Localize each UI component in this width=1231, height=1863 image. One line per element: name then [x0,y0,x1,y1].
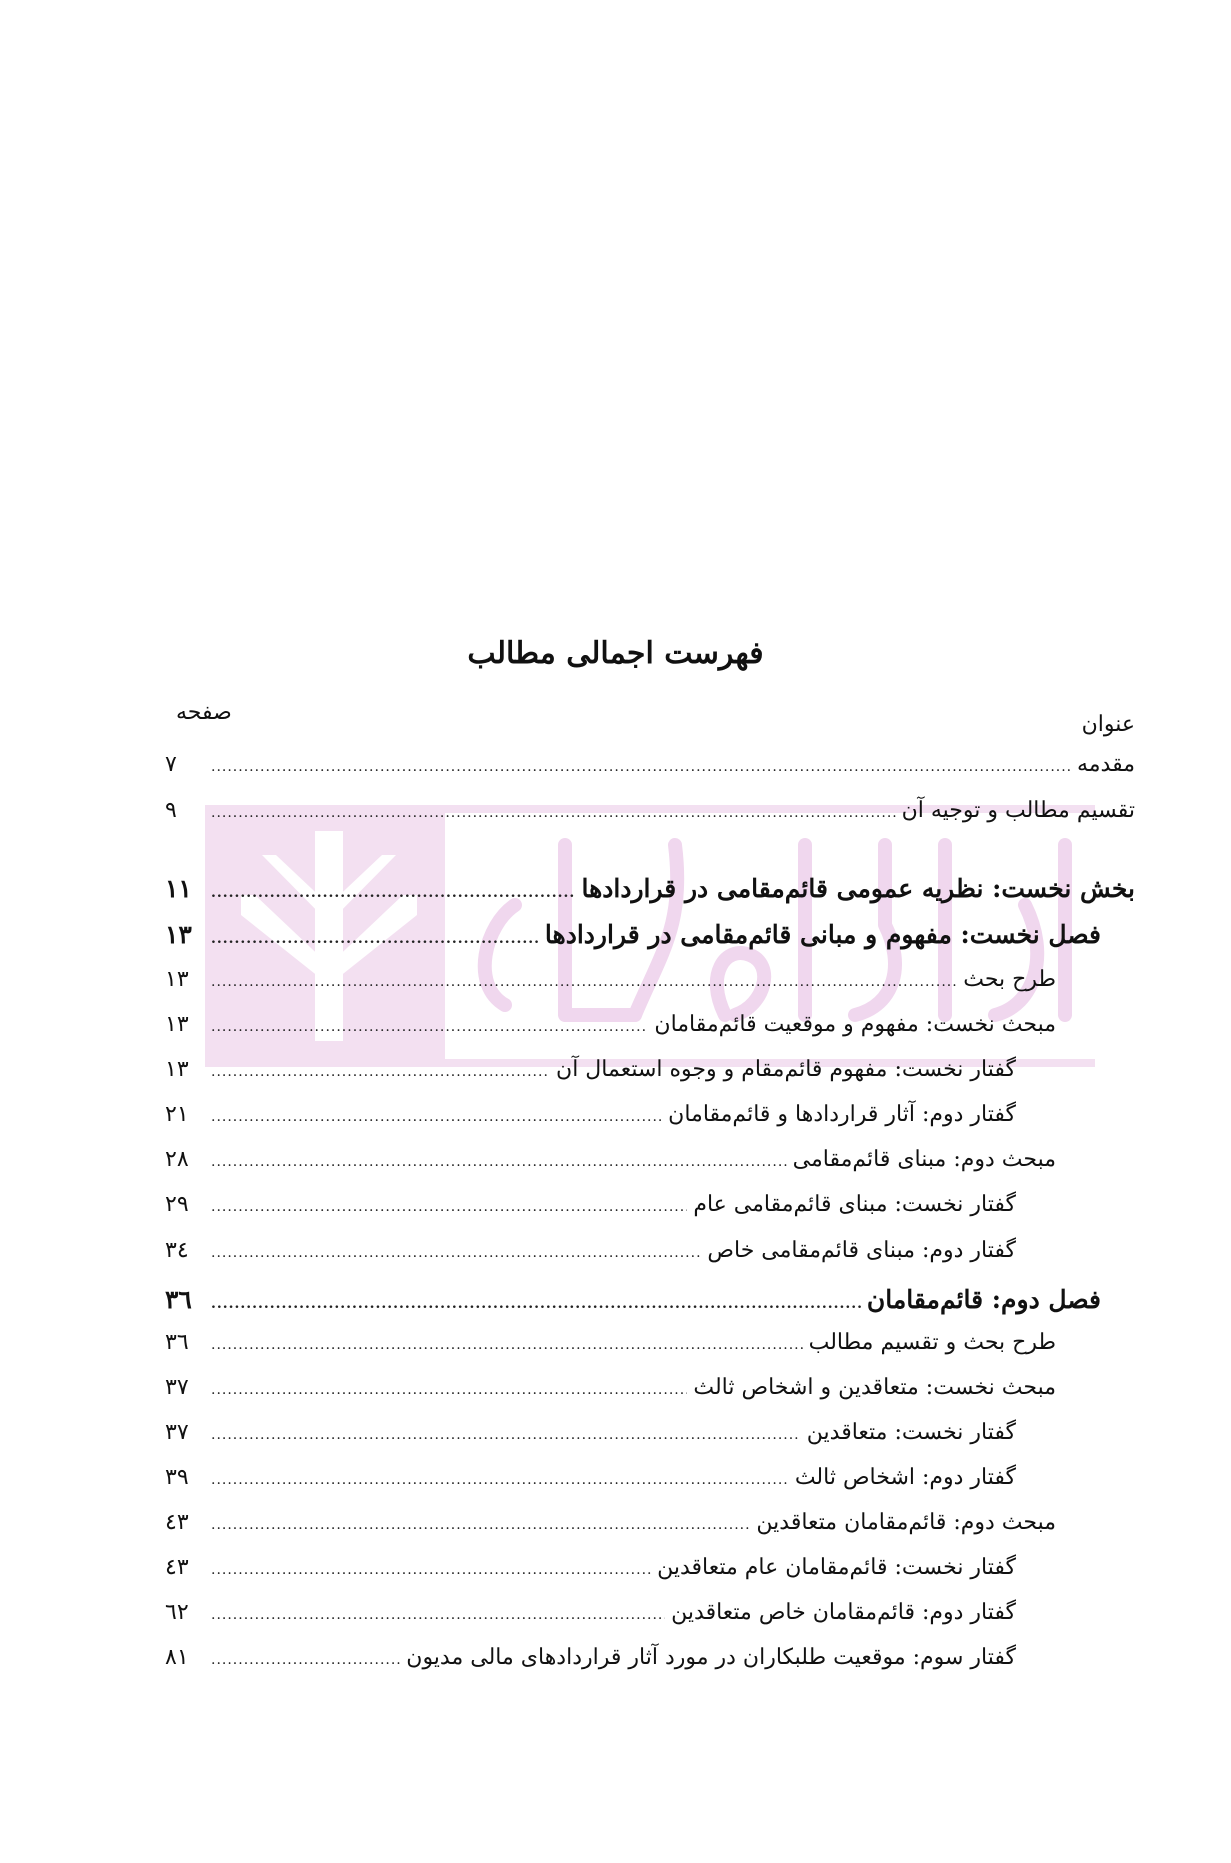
toc-entry-page: ۱۳ [165,920,192,949]
toc-entry-title: گفتار دوم: اشخاص ثالث [794,1465,1016,1490]
dot-leader [211,1422,801,1440]
toc-entry [165,1147,1056,1187]
toc-entry-title: مبحث دوم: مبنای قائم‌مقامی [792,1147,1056,1172]
toc-entry-page: ۱۳ [165,1057,189,1082]
toc-entry [165,1012,1056,1052]
toc-entry [165,1330,1056,1370]
toc-entry-page: ۷ [165,752,177,777]
toc-entry-page: ۳۹ [165,1465,189,1490]
toc-entry-page: ۱۱ [165,874,192,903]
toc-entry [165,1057,1016,1097]
toc-entry [165,1465,1016,1505]
toc-entry [165,967,1056,1007]
page-title: فهرست اجمالی مطالب [467,636,764,671]
toc-entry-title: گفتار نخست: مفهوم قائم‌مقام و وجوه استعمال آن [556,1057,1016,1082]
toc-entry [165,1555,1016,1595]
column-header-title: عنوان [1081,712,1135,737]
toc-entry-page: ۱۳ [165,967,189,992]
toc-entry [165,1420,1016,1460]
toc-entry-title: طرح بحث و تقسیم مطالب [808,1330,1056,1355]
toc-entry-title: گفتار نخست: متعاقدین [806,1420,1016,1445]
dot-leader [211,1557,651,1575]
toc-entry-page: ٦۲ [165,1600,189,1625]
toc-entry-title: گفتار نخست: قائم‌مقامان عام متعاقدین [657,1555,1016,1580]
toc-entry [165,1375,1056,1415]
toc-entry [165,1510,1056,1550]
toc-entry [165,798,1135,838]
toc-entry-title: مبحث نخست: مفهوم و موقعیت قائم‌مقامان [654,1012,1056,1037]
dot-leader [211,1512,750,1530]
toc-entry-title: فصل نخست: مفهوم و مبانی قائم‌مقامی در قراردادها [544,920,1101,949]
dot-leader [211,1291,861,1309]
dot-leader [211,969,957,987]
dot-leader [211,1377,687,1395]
toc-entry-title: گفتار دوم: قائم‌مقامان خاص متعاقدین [671,1600,1016,1625]
dot-leader [211,754,1071,772]
toc-entry-page: ۹ [165,798,177,823]
toc-entry-title: گفتار سوم: موقعیت طلبکاران در مورد آثار قراردادهای مالی مدیون [406,1645,1016,1670]
toc-entry-title: گفتار دوم: آثار قراردادها و قائم‌مقامان [668,1102,1016,1127]
toc-entry-page: ۱۳ [165,1012,189,1037]
toc-entry-page: ٤۳ [165,1555,189,1580]
toc-entry [165,1285,1101,1325]
toc-entry-page: ۲۱ [165,1102,189,1127]
dot-leader [211,1194,687,1212]
column-header-page: صفحه [176,700,232,725]
dot-leader [211,1467,789,1485]
toc-entry-page: ۲۸ [165,1147,189,1172]
toc-entry-page: ۳٦ [165,1285,192,1314]
toc-entry-title: مبحث نخست: متعاقدین و اشخاص ثالث [693,1375,1056,1400]
toc-entry [165,1645,1016,1685]
toc-entry-title: بخش نخست: نظریه عمومی قائم‌مقامی در قراردادها [581,874,1135,903]
dot-leader [211,1240,701,1258]
toc-entry-title: مقدمه [1076,752,1135,777]
dot-leader [211,1332,803,1350]
toc-entry [165,1238,1016,1278]
toc-entry-page: ۳٦ [165,1330,189,1355]
dot-leader [211,1059,550,1077]
toc-entry [165,752,1135,792]
toc-entry [165,1600,1016,1640]
dot-leader [211,926,539,944]
toc-entry-title: تقسیم مطالب و توجیه آن [901,798,1135,823]
toc-entry-page: ۲۹ [165,1192,189,1217]
dot-leader [211,1647,400,1665]
toc-entry-title: مبحث دوم: قائم‌مقامان متعاقدین [756,1510,1056,1535]
dot-leader [211,1149,787,1167]
toc-entry-page: ۳۷ [165,1375,189,1400]
dot-leader [211,800,896,818]
toc-entry-title: فصل دوم: قائم‌مقامان [866,1285,1101,1314]
toc-entry [165,920,1101,960]
toc-entry-title: طرح بحث [963,967,1056,992]
dot-leader [211,880,575,898]
toc-entry-page: ۸۱ [165,1645,189,1670]
toc-entry-page: ۳٤ [165,1238,189,1263]
toc-entry [165,1192,1016,1232]
toc-entry-page: ۳۷ [165,1420,189,1445]
toc-entry-title: گفتار نخست: مبنای قائم‌مقامی عام [693,1192,1016,1217]
toc-entry [165,874,1135,914]
dot-leader [211,1104,662,1122]
toc-entry [165,1102,1016,1142]
dot-leader [211,1014,648,1032]
toc-entry-page: ٤۳ [165,1510,189,1535]
dot-leader [211,1602,665,1620]
toc-entry-title: گفتار دوم: مبنای قائم‌مقامی خاص [707,1238,1016,1263]
